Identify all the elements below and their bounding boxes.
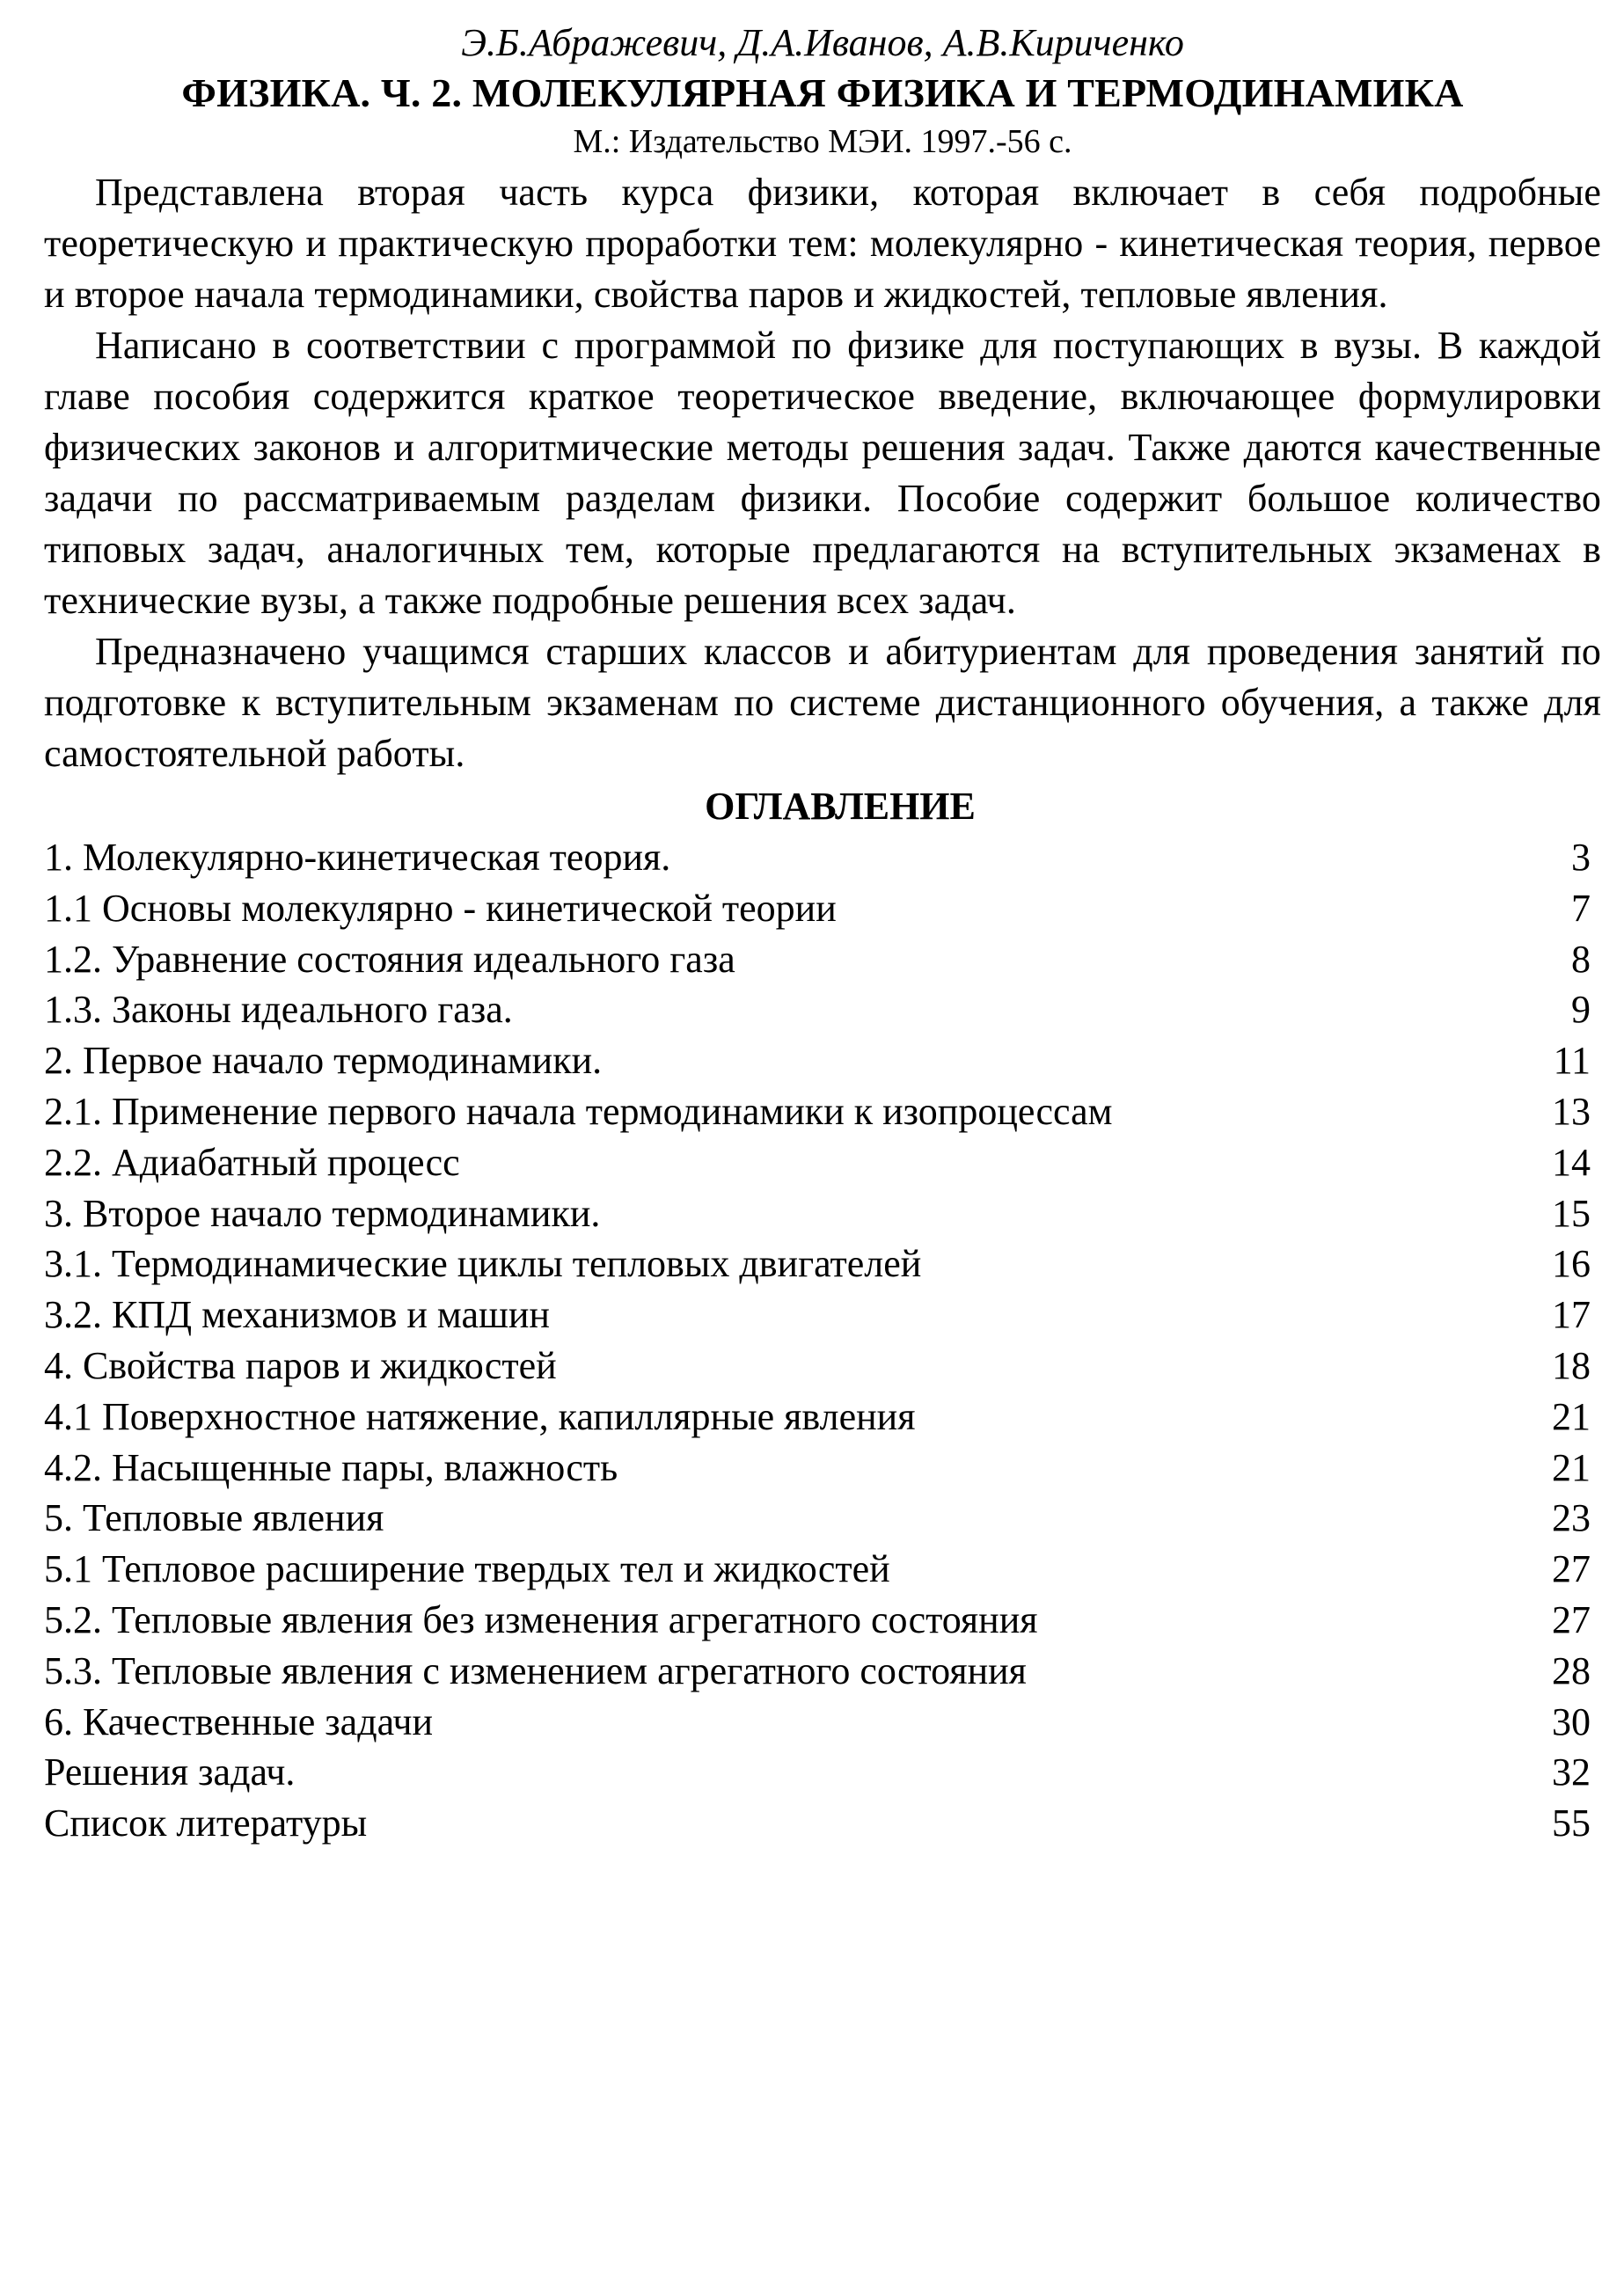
toc-entry-page: 8 — [1571, 937, 1591, 981]
abstract — [44, 167, 1601, 779]
toc-entry-title: 1. Молекулярно-кинетическая теория. — [44, 836, 671, 879]
toc-entry-title: 5.1 Тепловое расширение твердых тел и жидкостей — [44, 1547, 890, 1591]
toc-entry-page: 21 — [1552, 1394, 1591, 1438]
toc-entry-title: 3.2. КПД механизмов и машин — [44, 1293, 550, 1337]
toc-entry-page: 14 — [1552, 1140, 1591, 1184]
toc-entry-page: 27 — [1552, 1547, 1591, 1591]
toc-entry-title: 4.1 Поверхностное натяжение, капиллярные явления — [44, 1394, 916, 1438]
abstract-paragraph: Представлена вторая часть курса физики, которая включает в себя подробные теоретическую и практическую проработки тем: молекулярно - кинетическая теория, первое и второе начала термодинамики, свойства паров и жидкостей, тепловые явления. — [44, 171, 1601, 316]
toc-entry — [44, 1239, 1601, 1290]
toc-entry-title: 6. Качественные задачи — [44, 1699, 434, 1743]
toc-entry — [44, 832, 1601, 883]
toc-entry — [44, 1646, 1601, 1697]
toc-entry-title: 1.2. Уравнение состояния идеального газа — [44, 937, 735, 981]
toc-entry — [44, 934, 1601, 985]
toc-entry-title: 5. Тепловые явления — [44, 1496, 384, 1540]
abstract-paragraph: Написано в соответствии с программой по физике для поступающих в вузы. В каждой главе пособия содержится краткое теоретическое введение, включающее формулировки физических законов и алгоритмические методы решения задач. Также даются качественные задачи по рассматриваемым разделам физики. Пособие содержит большое количество типовых задач, аналогичных тем, которые предлагаются на вступительных экзаменах в технические вузы, а также подробные решения всех задач. — [44, 324, 1601, 622]
toc-entry — [44, 1290, 1601, 1341]
toc-entry-page: 11 — [1553, 1039, 1591, 1083]
toc-heading: ОГЛАВЛЕНИЕ — [705, 785, 976, 828]
toc-entry-title: 1.3. Законы идеального газа. — [44, 988, 513, 1032]
toc-entry-page: 21 — [1552, 1445, 1591, 1489]
toc-entry-title: Решения задач. — [44, 1750, 296, 1794]
toc-entry-page: 32 — [1552, 1750, 1591, 1794]
toc-entry-page: 3 — [1571, 836, 1591, 879]
book-title: ФИЗИКА. Ч. 2. МОЛЕКУЛЯРНАЯ ФИЗИКА И ТЕРМОДИНАМИКА — [181, 70, 1464, 115]
toc-entry-page: 18 — [1552, 1343, 1591, 1387]
toc-entry-page: 7 — [1571, 886, 1591, 930]
toc-entry-page: 15 — [1552, 1191, 1591, 1235]
toc-entry-title: 5.3. Тепловые явления с изменением агрегатного состояния — [44, 1648, 1027, 1692]
toc-entry-title: 2. Первое начало термодинамики. — [44, 1039, 603, 1083]
toc-entry-page: 28 — [1552, 1648, 1591, 1692]
toc-entry-title: 1.1 Основы молекулярно - кинетической теории — [44, 886, 837, 930]
toc-entry-page: 17 — [1552, 1293, 1591, 1337]
abstract-paragraph: Предназначено учащимся старших классов и абитуриентам для проведения занятий по подготовке к вступительным экзаменам по системе дистанционного обучения, а также для самостоятельной работы. — [44, 630, 1601, 775]
toc-entry — [44, 1595, 1601, 1646]
toc-entry-title: 3. Второе начало термодинамики. — [44, 1191, 601, 1235]
toc-entry — [44, 1392, 1601, 1443]
toc-entry — [44, 1747, 1601, 1798]
publisher-info: М.: Издательство МЭИ. 1997.-56 с. — [573, 123, 1072, 160]
toc-entry — [44, 1544, 1601, 1595]
toc-entry — [44, 1341, 1601, 1392]
authors: Э.Б.Абражевич, Д.А.Иванов, А.В.Кириченко — [461, 21, 1184, 64]
toc-entry-page: 16 — [1552, 1242, 1591, 1286]
toc-entry — [44, 1137, 1601, 1188]
toc-entry-title: 4.2. Насыщенные пары, влажность — [44, 1445, 618, 1489]
toc-entry-page: 23 — [1552, 1496, 1591, 1540]
toc-entry — [44, 1035, 1601, 1086]
toc-entry — [44, 1798, 1601, 1849]
toc-entry-title: 2.2. Адиабатный процесс — [44, 1140, 460, 1184]
toc-entry-title: 5.2. Тепловые явления без изменения агрегатного состояния — [44, 1597, 1038, 1641]
toc-entry — [44, 1697, 1601, 1748]
document-page — [44, 19, 1601, 1849]
toc-entry — [44, 1188, 1601, 1239]
toc-entry — [44, 1443, 1601, 1494]
toc-entry-page: 27 — [1552, 1597, 1591, 1641]
table-of-contents — [44, 832, 1601, 1849]
toc-entry-title: Список литературы — [44, 1801, 368, 1845]
toc-entry-title: 4. Свойства паров и жидкостей — [44, 1343, 557, 1387]
toc-entry-page: 9 — [1571, 988, 1591, 1032]
toc-entry — [44, 1493, 1601, 1544]
toc-entry-page: 30 — [1552, 1699, 1591, 1743]
toc-entry — [44, 984, 1601, 1035]
toc-entry — [44, 883, 1601, 934]
toc-entry — [44, 1086, 1601, 1137]
toc-entry-title: 3.1. Термодинамические циклы тепловых двигателей — [44, 1242, 922, 1286]
toc-entry-page: 55 — [1552, 1801, 1591, 1845]
toc-entry-title: 2.1. Применение первого начала термодинамики к изопроцессам — [44, 1089, 1113, 1133]
toc-entry-page: 13 — [1552, 1089, 1591, 1133]
